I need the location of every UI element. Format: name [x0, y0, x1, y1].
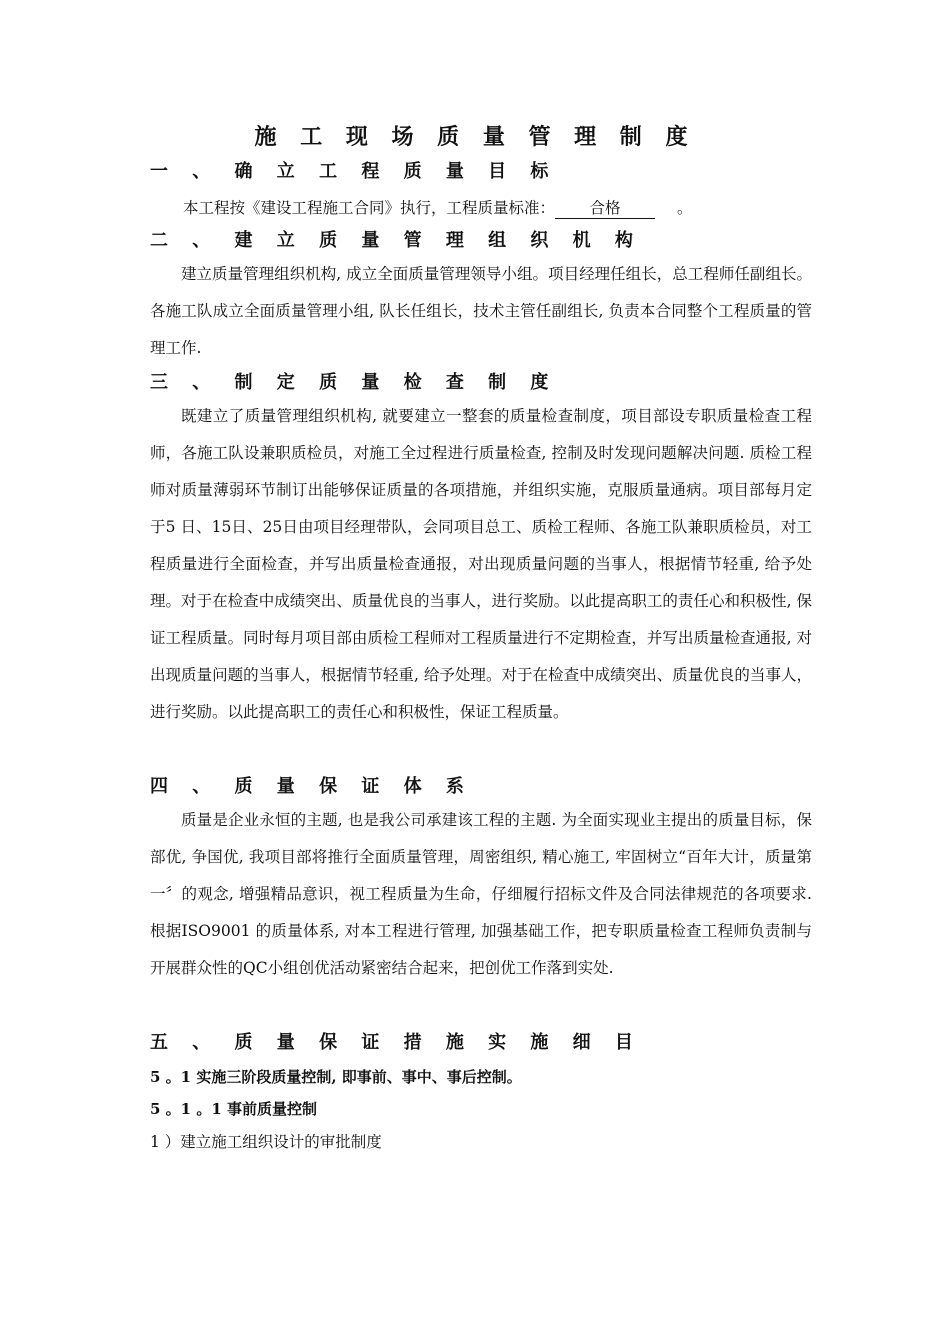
- section-1-heading: 一 、 确 立 工 程 质 量 目 标: [150, 161, 558, 182]
- quality-standard-label: 本工程按《建设工程施工合同》执行，工程质量标准：: [183, 199, 556, 217]
- subsection-5-1: 5 。1 实施三阶段质量控制, 即事前、事中、事后控制。: [150, 1068, 522, 1086]
- section-4-heading: 四 、 质 量 保 证 体 系: [150, 776, 473, 797]
- quality-standard-value: 合格: [555, 198, 655, 219]
- document-title: 施 工 现 场 质 量 管 理 制 度: [254, 124, 696, 150]
- section-3-paragraph: 既建立了质量管理组织机构, 就要建立一整套的质量检查制度，项目部设专职质量检查工程师，各施工队设兼职质检员，对施工全过程进行质量检查, 控制及时发现问题解决问题. 质检工程师对质量薄弱环节制订出能够保证质量的各项措施，并组织实施，克服质量通病。项目部每月定于5 日、15日、25日由项目经理带队，会同项目总工、质检工程师、各施工队兼职质检员，对工程质量进行全面检查，并写出质量检查通报，对出现质量问题的当事人，根据情节轻重, 给予处理。对于在检查中成绩突出、质量优良的当事人，进行奖励。以此提高职工的责任心和积极性, 保证工程质量。同时每月项目部由质检工程师对工程质量进行不定期检查，并写出质量检查通报, 对出现质量问题的当事人，根据情节轻重, 给予处理。对于在检查中成绩突出、质量优良的当事人，进行奖励。以此提高职工的责任心和积极性，保证工程质量。: [150, 407, 812, 721]
- list-item-1: 1 ）建立施工组织设计的审批制度: [150, 1133, 382, 1151]
- section-5-heading: 五 、 质 量 保 证 措 施 实 施 细 目: [150, 1032, 642, 1053]
- subsection-5-1-1: 5 。1 。1 事前质量控制: [150, 1100, 317, 1118]
- section-3-heading: 三 、 制 定 质 量 检 查 制 度: [150, 372, 558, 393]
- section-4-paragraph: 质量是企业永恒的主题, 也是我公司承建该工程的主题. 为全面实现业主提出的质量目标，保部优, 争国优, 我项目部将推行全面质量管理，周密组织, 精心施工, 牢固树立“百年大计，质量第一〞的观念, 增强精品意识，视工程质量为生命，仔细履行招标文件及合同法律规范的各项要求. 根据ISO9001 的质量体系, 对本工程进行管理, 加强基础工作，把专职质量检查工程师负责制与开展群众性的QC小组创优活动紧密结合起来，把创优工作落到实处.: [150, 811, 812, 977]
- section-2-heading: 二 、 建 立 质 量 管 理 组 织 机 构: [150, 230, 642, 251]
- section-2-paragraph: 建立质量管理组织机构, 成立全面质量管理领导小组。项目经理任组长，总工程师任副组长。各施工队成立全面质量管理小组, 队长任组长，技术主管任副组长, 负责本合同整个工程质量的管理工作.: [150, 265, 812, 357]
- section-1-text: [183, 194, 693, 222]
- quality-standard-suffix: 。: [677, 199, 693, 217]
